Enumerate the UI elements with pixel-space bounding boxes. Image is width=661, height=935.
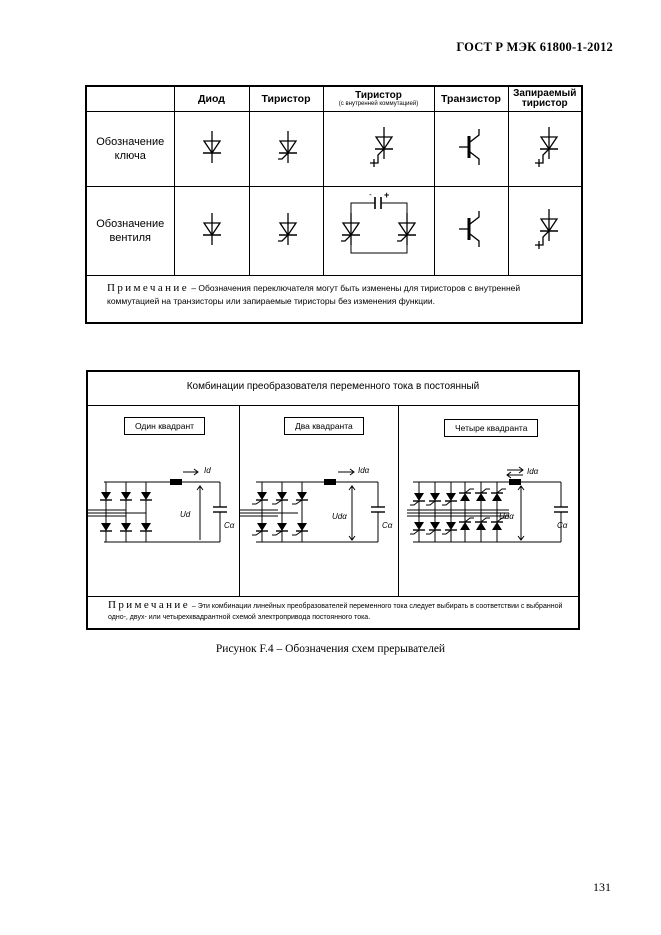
table-note <box>86 276 582 324</box>
diode-valve-symbol <box>182 204 242 254</box>
gto-switch-symbol <box>515 119 575 175</box>
thyristor-pair-capacitor-symbol <box>325 189 433 269</box>
quadrant-label-four: Четыре квадранта <box>444 419 538 437</box>
capacitor-minus-sign: - <box>368 189 372 199</box>
col-header-thyristor-internal-label: Тиристор <box>355 89 402 101</box>
thyristor-internal-switch-symbol <box>329 117 429 177</box>
thyristor-valve-symbol <box>256 204 316 254</box>
valve-gto-cell <box>508 187 582 276</box>
combinations-note-divider <box>88 596 578 597</box>
switch-diode-cell <box>174 112 249 187</box>
combinations-note-word: Примечание <box>108 599 190 611</box>
current-label-2: Idα <box>358 466 370 475</box>
transistor-switch-symbol <box>441 122 501 172</box>
capacitor-label-1: Cα <box>224 521 235 530</box>
page-number: 131 <box>593 880 611 894</box>
voltage-label-2: Udα <box>332 512 347 521</box>
table-note-text: – Обозначения переключателя могут быть изменены для тиристоров с внутренней коммутацией на транзисторы или запираемые тиристоры без изменения функции. <box>107 283 521 306</box>
capacitor-label-2: Cα <box>382 521 393 530</box>
capacitor-plus-sign: + <box>383 189 389 200</box>
voltage-label-1: Ud <box>180 510 191 519</box>
valve-thyristor-internal-cell <box>323 187 434 276</box>
converter-combinations-box <box>86 370 580 630</box>
col-header-transistor: Транзистор <box>434 86 508 112</box>
col-header-gto: Запираемый тиристор <box>508 86 582 112</box>
four-quadrant-circuit <box>399 462 579 557</box>
col-header-diode: Диод <box>174 86 249 112</box>
switch-thyristor-internal-cell <box>323 112 434 187</box>
switch-gto-cell <box>508 112 582 187</box>
capacitor-label-3: Cα <box>557 521 568 530</box>
switch-thyristor-cell <box>249 112 323 187</box>
switch-transistor-cell <box>434 112 508 187</box>
combinations-title-divider <box>88 405 578 406</box>
col-header-thyristor-internal <box>323 86 434 112</box>
figure-caption: Рисунок F.4 – Обозначения схем прерывателей <box>215 643 446 655</box>
two-quadrant-circuit <box>240 462 398 557</box>
diode-switch-symbol <box>182 122 242 172</box>
corner-cell <box>86 86 174 112</box>
combinations-title: Комбинации преобразователя переменного тока в постоянный <box>186 381 480 392</box>
valve-transistor-cell <box>434 187 508 276</box>
table-note-word: Примечание <box>107 282 189 294</box>
document-header: ГОСТ Р МЭК 61800-1-2012 <box>456 40 613 54</box>
combinations-note-text: – Эти комбинации линейных преобразователей переменного тока следует выбирать в соответствии с выбранной одно-, двух- или четырехквадрантной схемой электропривода постоянного тока. <box>108 603 563 621</box>
one-quadrant-circuit <box>88 462 239 557</box>
current-label-3: Idα <box>527 467 539 476</box>
transistor-valve-symbol <box>441 204 501 254</box>
col-header-thyristor-internal-sub: (с внутренней коммутацией) <box>338 100 419 107</box>
switch-symbols-table <box>85 85 583 324</box>
quadrant-label-one: Один квадрант <box>124 417 205 435</box>
valve-diode-cell <box>174 187 249 276</box>
valve-thyristor-cell <box>249 187 323 276</box>
voltage-label-3: Udα <box>499 512 514 521</box>
row-label-valve: Обозначение вентиля <box>86 187 174 276</box>
current-label-1: Id <box>204 466 211 475</box>
thyristor-switch-symbol <box>256 122 316 172</box>
gto-valve-symbol <box>515 199 575 259</box>
combinations-note <box>108 600 568 623</box>
row-label-switch: Обозначение ключа <box>86 112 174 187</box>
quadrant-label-two: Два квадранта <box>284 417 364 435</box>
col-header-thyristor: Тиристор <box>249 86 323 112</box>
